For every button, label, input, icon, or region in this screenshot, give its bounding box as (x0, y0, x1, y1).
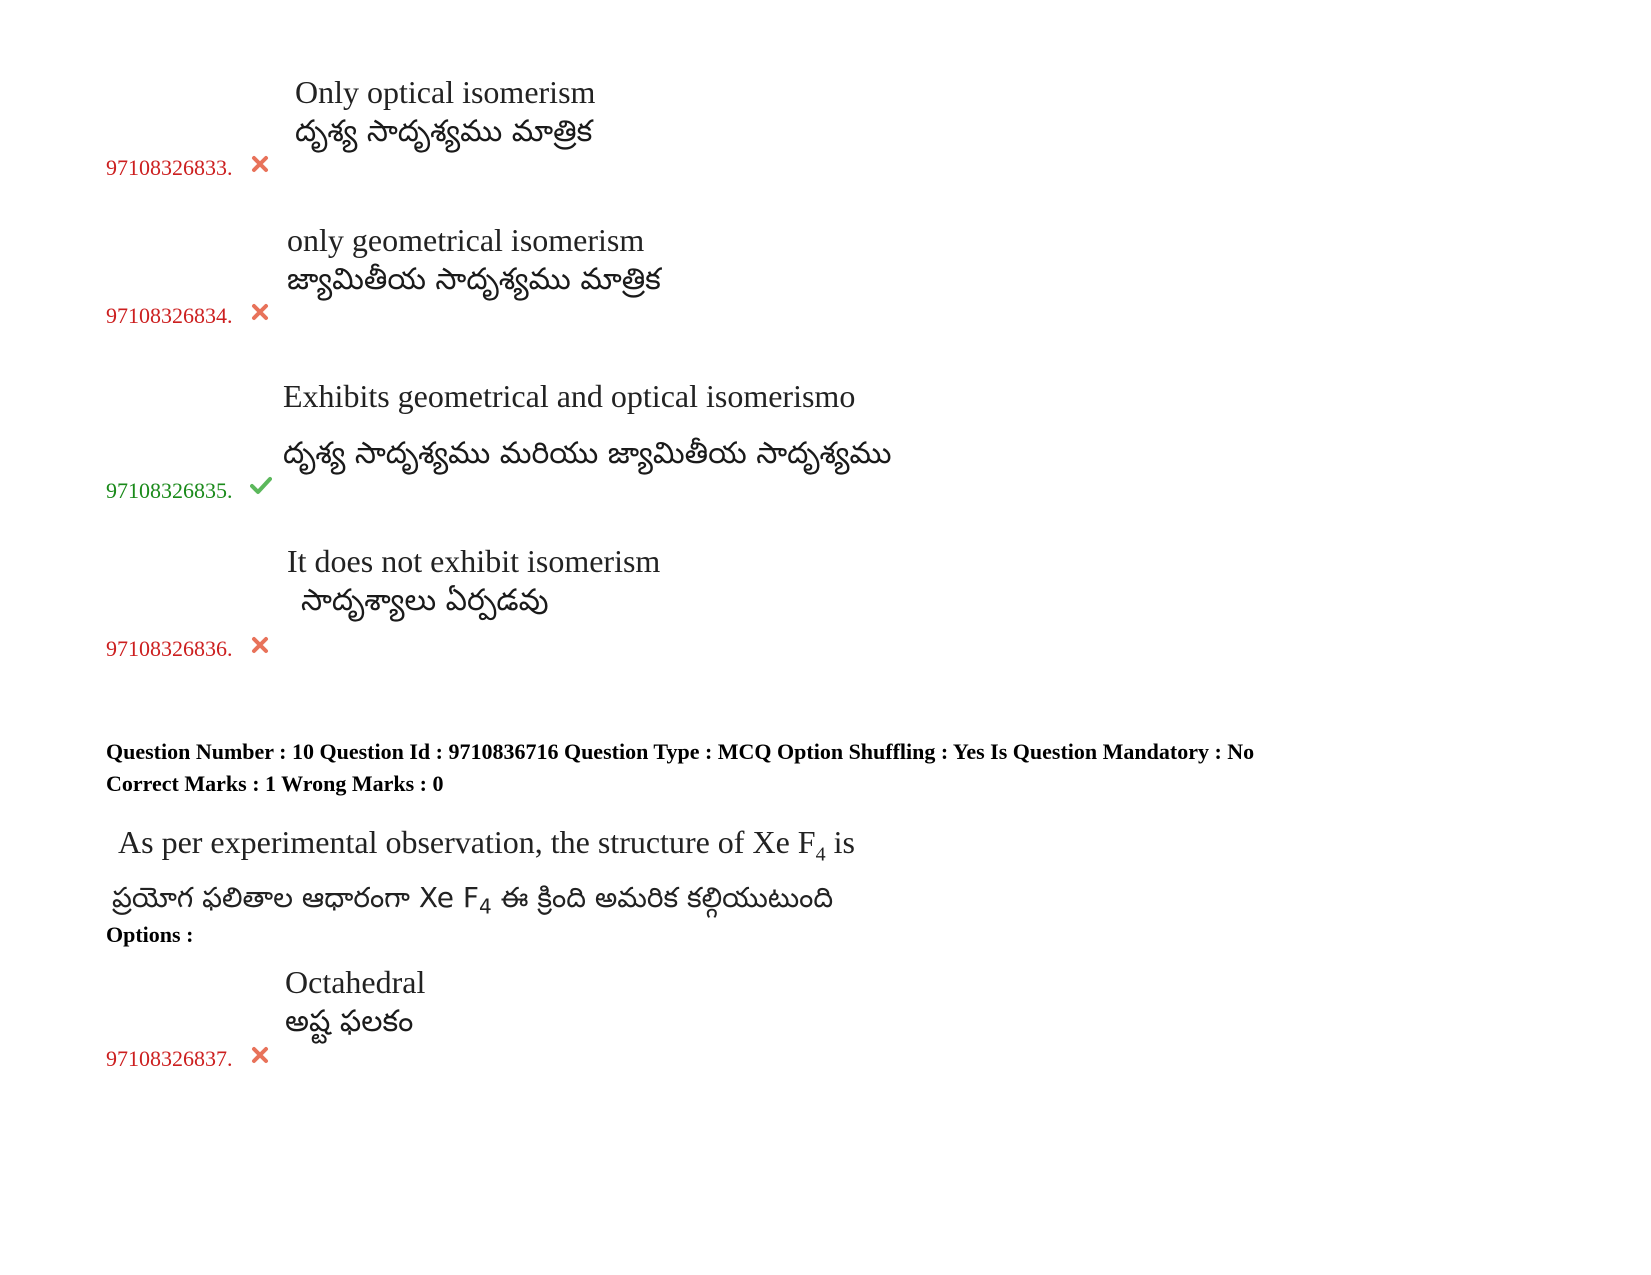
option-text-english: only geometrical isomerism (287, 222, 645, 258)
option-text-english: Only optical isomerism (295, 74, 596, 110)
check-icon (250, 476, 272, 496)
cross-icon (251, 155, 269, 173)
marks-line: Correct Marks : 1 Wrong Marks : 0 (106, 771, 444, 796)
option-text (285, 962, 425, 1042)
options-label: Options : (106, 922, 194, 947)
question-text-english: As per experimental observation, the structure of Xe $F_4$ is (118, 824, 855, 866)
cross-icon (251, 636, 269, 654)
question-meta (106, 736, 1254, 800)
question-text-telugu: ప్రయోగ ఫలితాల ఆధారంగా Xe $F_4$ ఈ క్రింది అమరిక కల్గియుటుంది (112, 881, 834, 919)
option-text (283, 376, 892, 474)
question-meta-line: Question Number : 10 Question Id : 9710836716 Question Type : MCQ Option Shuffling : Yes Is Question Mandatory : No (106, 739, 1255, 764)
cross-icon (251, 303, 269, 321)
option-id: 97108326836. (106, 636, 233, 661)
option-id: 97108326834. (106, 303, 233, 328)
option-text (287, 220, 661, 300)
option-text-telugu: దృశ్య సాదృశ్యము మాత్రిక (295, 114, 593, 149)
question-text (112, 820, 855, 929)
option-id: 97108326833. (106, 155, 233, 180)
option-text-english: It does not exhibit isomerism (287, 543, 661, 579)
option-text (287, 541, 660, 621)
option-id: 97108326835. (106, 478, 233, 503)
option-text (295, 72, 595, 152)
option-text-english: Exhibits geometrical and optical isomerismo (283, 378, 856, 414)
option-text-telugu: అష్ట ఫలకం (285, 1004, 414, 1039)
option-text-telugu: దృశ్య సాదృశ్యము మరియు జ్యామితీయ సాదృశ్యము (283, 436, 892, 471)
cross-icon (251, 1046, 269, 1064)
option-text-telugu: జ్యామితీయ సాదృశ్యము మాత్రిక (287, 262, 661, 297)
option-id: 97108326837. (106, 1046, 233, 1071)
option-text-telugu: సాదృశ్యాలు ఏర్పడవు (301, 583, 549, 618)
option-text-english: Octahedral (285, 964, 426, 1000)
